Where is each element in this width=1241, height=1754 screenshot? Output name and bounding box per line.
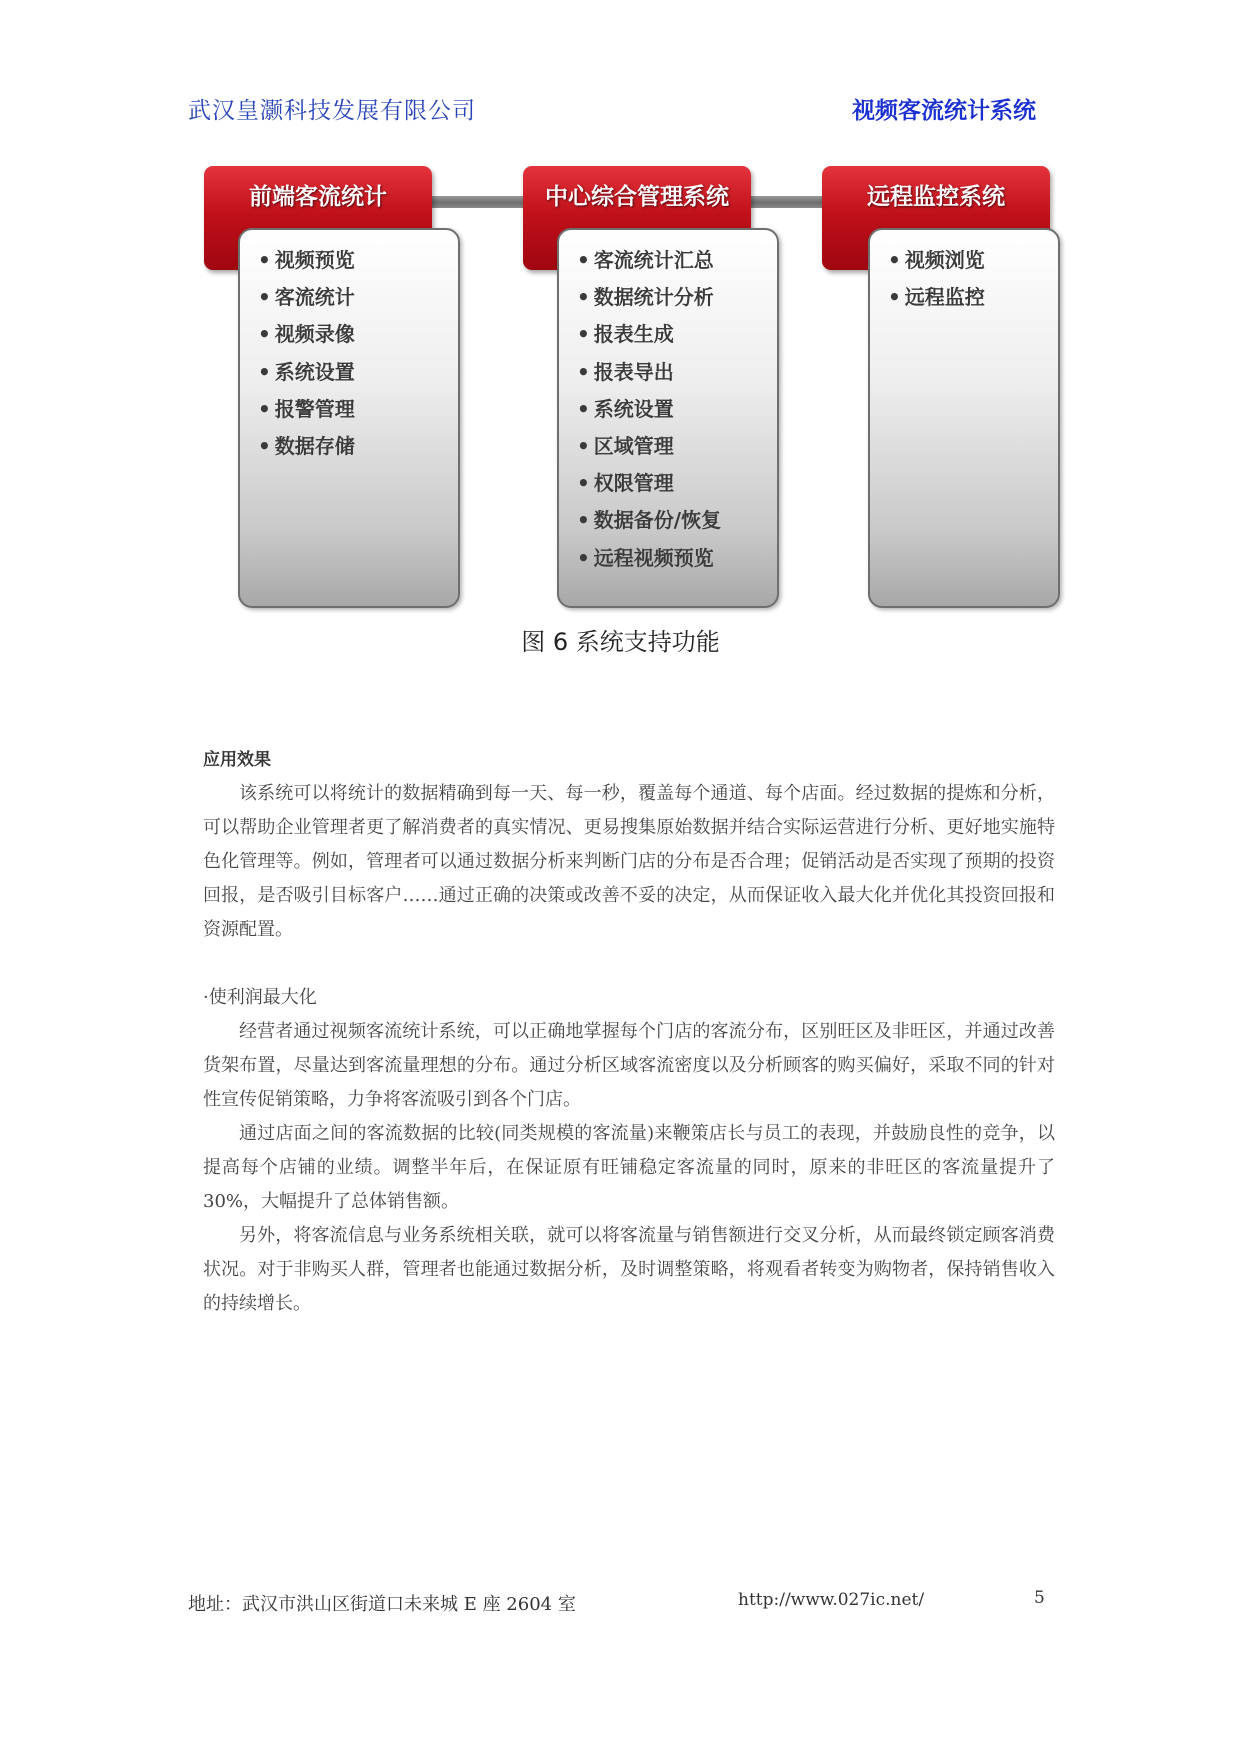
feature-item: • 客流统计	[258, 279, 458, 316]
system-title-remote: 远程监控系统	[867, 184, 1005, 210]
feature-item: • 远程监控	[888, 279, 1058, 316]
feature-item: • 报表导出	[577, 354, 777, 391]
feature-item: • 报警管理	[258, 391, 458, 428]
connector-bar-1	[430, 196, 530, 208]
article-body	[203, 743, 1055, 1321]
feature-item: • 远程视频预览	[577, 540, 777, 577]
feature-item: • 客流统计汇总	[577, 242, 777, 279]
function-diagram	[0, 0, 1241, 656]
system-feature-panel	[557, 228, 779, 608]
system-feature-panel	[868, 228, 1060, 608]
feature-item: • 数据备份/恢复	[577, 502, 777, 539]
paragraph: 该系统可以将统计的数据精确到每一天、每一秒，覆盖每个通道、每个店面。经过数据的提炼和分析，可以帮助企业管理者更了解消费者的真实情况、更易搜集原始数据并结合实际运营进行分析、更好地实施特色化管理等。例如，管理者可以通过数据分析来判断门店的分布是否合理；促销活动是否实现了预期的投资回报，是否吸引目标客户……通过正确的决策或改善不妥的决定，从而保证收入最大化并优化其投资回报和资源配置。	[203, 783, 1055, 940]
section-title: 应用效果	[203, 750, 271, 770]
bullet-heading: ·使利润最大化	[203, 987, 317, 1008]
feature-item: • 数据存储	[258, 428, 458, 465]
feature-item: • 系统设置	[577, 391, 777, 428]
system-title-center: 中心综合管理系统	[545, 184, 729, 210]
footer-address: 地址：武汉市洪山区街道口未来城 E 座 2604 室	[188, 1594, 576, 1615]
system-title-frontend: 前端客流统计	[249, 184, 387, 210]
figure-caption: 图 6 系统支持功能	[521, 628, 720, 656]
connector-bar-2	[745, 196, 830, 208]
feature-item: • 系统设置	[258, 354, 458, 391]
feature-item: • 报表生成	[577, 316, 777, 353]
paragraph: 经营者通过视频客流统计系统，可以正确地掌握每个门店的客流分布，区别旺区及非旺区，并通过改善货架布置，尽量达到客流量理想的分布。通过分析区域客流密度以及分析顾客的购买偏好，采取不同的针对性宣传促销策略，力争将客流吸引到各个门店。	[203, 1021, 1055, 1110]
feature-item: • 视频预览	[258, 242, 458, 279]
page-number: 5	[1034, 1588, 1045, 1608]
footer-url-link[interactable]: http://www.027ic.net/	[738, 1590, 925, 1610]
system-title: 视频客流统计系统	[852, 98, 1036, 124]
company-name: 武汉皇灏科技发展有限公司	[188, 98, 476, 124]
paragraph: 另外，将客流信息与业务系统相关联，就可以将客流量与销售额进行交叉分析，从而最终锁定顾客消费状况。对于非购买人群，管理者也能通过数据分析，及时调整策略，将观看者转变为购物者，保持销售收入的持续增长。	[203, 1225, 1055, 1314]
paragraph: 通过店面之间的客流数据的比较(同类规模的客流量)来鞭策店长与员工的表现，并鼓励良性的竞争，以提高每个店铺的业绩。调整半年后，在保证原有旺铺稳定客流量的同时，原来的非旺区的客流量提升了30%，大幅提升了总体销售额。	[203, 1123, 1055, 1212]
feature-item: • 视频浏览	[888, 242, 1058, 279]
feature-item: • 区域管理	[577, 428, 777, 465]
feature-item: • 权限管理	[577, 465, 777, 502]
feature-item: • 视频录像	[258, 316, 458, 353]
feature-item: • 数据统计分析	[577, 279, 777, 316]
system-feature-panel	[238, 228, 460, 608]
